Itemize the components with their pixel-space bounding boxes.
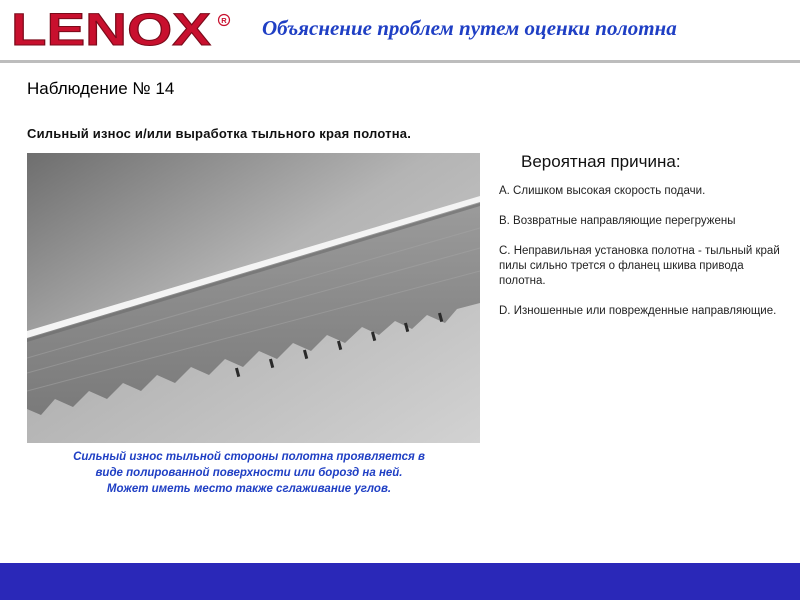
cause-item-b: B. Возвратные направляющие перегружены (499, 215, 736, 227)
caption-line-2: виде полированной поверхности или борозд на ней. (95, 467, 403, 479)
cause-item-c: C. Неправильная установка полотна - тыльный край пилы сильно трется о фланец шкива привода полотна. (499, 245, 780, 287)
cause-list (499, 184, 784, 334)
caption-line-3: Может иметь место также сглаживание углов. (106, 483, 392, 495)
saw-blade-photo (27, 153, 480, 443)
probable-cause-heading: Вероятная причина: (521, 152, 681, 171)
footer-bar (0, 563, 800, 600)
observation-heading: Наблюдение № 14 (27, 79, 175, 98)
title-divider (0, 60, 800, 63)
photo-caption (27, 449, 471, 497)
slide-title: Объяснение проблем путем оценки полотна (262, 16, 677, 40)
caption-line-1: Сильный износ тыльной стороны полотна проявляется в (73, 451, 425, 463)
observation-subheading: Сильный износ и/или выработка тыльного края полотна. (27, 126, 412, 141)
cause-item-a: A. Слишком высокая скорость подачи. (499, 185, 706, 197)
logo-text: LENOX (11, 8, 212, 50)
cause-item-d: D. Изношенные или поврежденные направляющие. (499, 305, 777, 317)
lenox-logo (9, 8, 231, 50)
svg-text:R: R (221, 16, 227, 25)
